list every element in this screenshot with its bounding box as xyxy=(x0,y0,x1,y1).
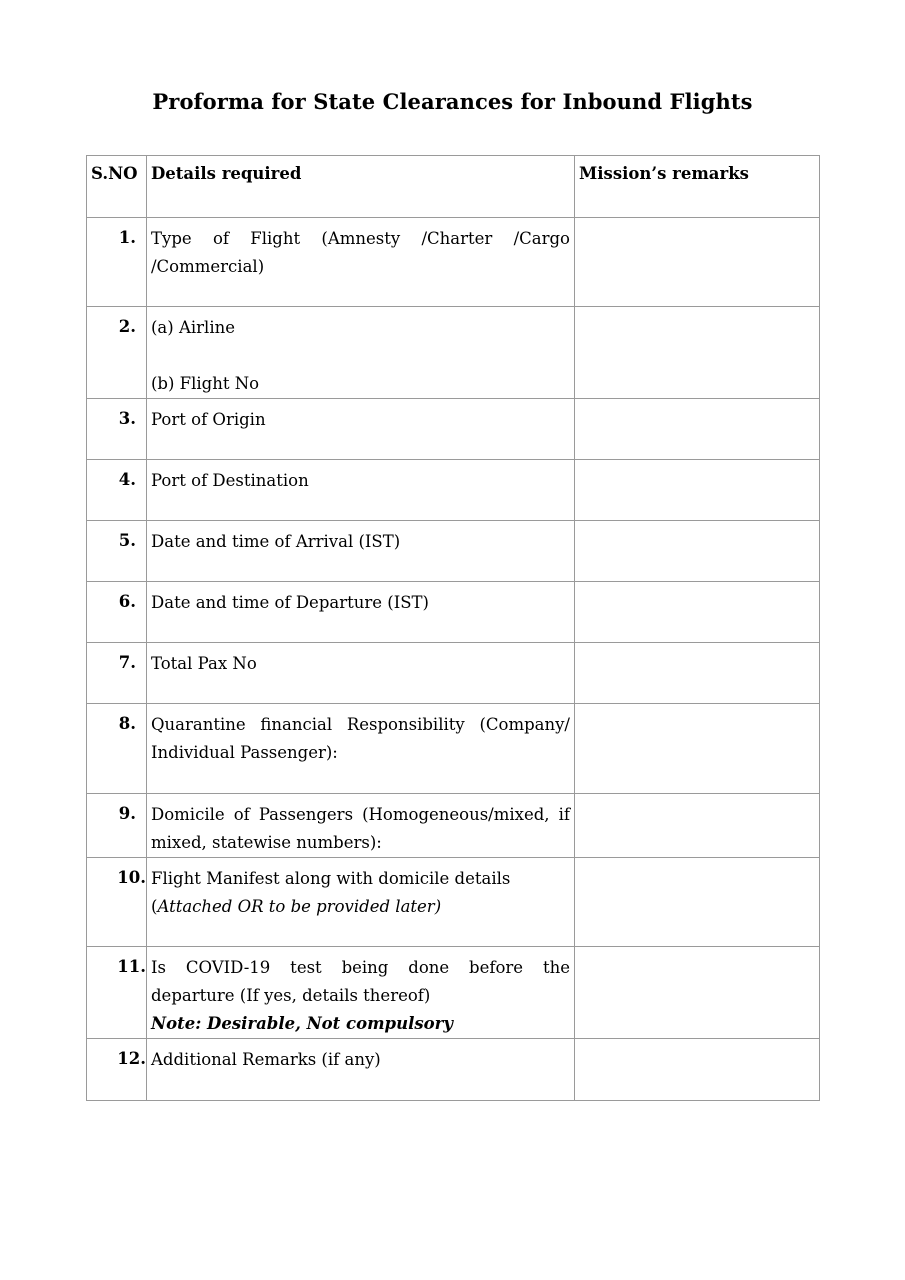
table-row xyxy=(87,794,820,858)
table-row xyxy=(87,307,820,399)
header-sno: S.NO xyxy=(87,156,147,218)
row-detail: Additional Remarks (if any) xyxy=(147,1039,575,1101)
detail-open-paren: ( xyxy=(151,897,158,916)
detail-italic-text: Attached OR to be provided later) xyxy=(157,897,442,916)
table-row xyxy=(87,399,820,460)
row-number: 10. xyxy=(87,858,147,947)
remarks-cell[interactable] xyxy=(575,460,820,521)
table-row xyxy=(87,582,820,643)
table-row xyxy=(87,704,820,794)
row-number: 1. xyxy=(87,218,147,307)
row-detail: Type of Flight (Amnesty /Charter /Cargo /Commercial) xyxy=(147,218,575,307)
remarks-cell[interactable] xyxy=(575,582,820,643)
detail-subtext xyxy=(151,893,570,921)
table-row xyxy=(87,460,820,521)
document-title: Proforma for State Clearances for Inbound Flights xyxy=(152,89,753,114)
row-number: 7. xyxy=(87,643,147,704)
table-header-row xyxy=(87,156,820,218)
table-row xyxy=(87,947,820,1039)
row-number: 4. xyxy=(87,460,147,521)
detail-text: Is COVID-19 test being done before the departure (If yes, details thereof) xyxy=(151,958,570,1005)
table-row xyxy=(87,643,820,704)
row-number: 12. xyxy=(87,1039,147,1101)
row-detail xyxy=(147,858,575,947)
row-number: 3. xyxy=(87,399,147,460)
table-row xyxy=(87,858,820,947)
table-row xyxy=(87,1039,820,1101)
remarks-cell[interactable] xyxy=(575,858,820,947)
remarks-cell[interactable] xyxy=(575,1039,820,1101)
table-row xyxy=(87,218,820,307)
remarks-cell[interactable] xyxy=(575,794,820,858)
row-detail: Quarantine financial Responsibility (Company/ Individual Passenger): xyxy=(147,704,575,794)
remarks-cell[interactable] xyxy=(575,947,820,1039)
row-detail: Date and time of Arrival (IST) xyxy=(147,521,575,582)
header-details-required: Details required xyxy=(147,156,575,218)
table-row xyxy=(87,521,820,582)
row-number: 11. xyxy=(87,947,147,1039)
row-number: 2. xyxy=(87,307,147,399)
row-number: 6. xyxy=(87,582,147,643)
row-number: 5. xyxy=(87,521,147,582)
clearance-form-table xyxy=(86,155,820,1101)
remarks-cell[interactable] xyxy=(575,218,820,307)
row-detail: Date and time of Departure (IST) xyxy=(147,582,575,643)
row-detail xyxy=(147,307,575,399)
remarks-cell[interactable] xyxy=(575,521,820,582)
row-detail xyxy=(147,947,575,1039)
detail-flight-no: (b) Flight No xyxy=(151,374,260,393)
row-detail: Total Pax No xyxy=(147,643,575,704)
remarks-cell[interactable] xyxy=(575,399,820,460)
row-number: 8. xyxy=(87,704,147,794)
remarks-cell[interactable] xyxy=(575,643,820,704)
row-detail: Port of Origin xyxy=(147,399,575,460)
remarks-cell[interactable] xyxy=(575,307,820,399)
row-detail: Domicile of Passengers (Homogeneous/mixed, if mixed, statewise numbers): xyxy=(147,794,575,858)
detail-note: Note: Desirable, Not compulsory xyxy=(151,1014,453,1033)
row-detail: Port of Destination xyxy=(147,460,575,521)
detail-text: Flight Manifest along with domicile details xyxy=(151,869,511,888)
header-missions-remarks: Mission’s remarks xyxy=(575,156,820,218)
remarks-cell[interactable] xyxy=(575,704,820,794)
detail-airline: (a) Airline xyxy=(151,318,235,337)
row-number: 9. xyxy=(87,794,147,858)
